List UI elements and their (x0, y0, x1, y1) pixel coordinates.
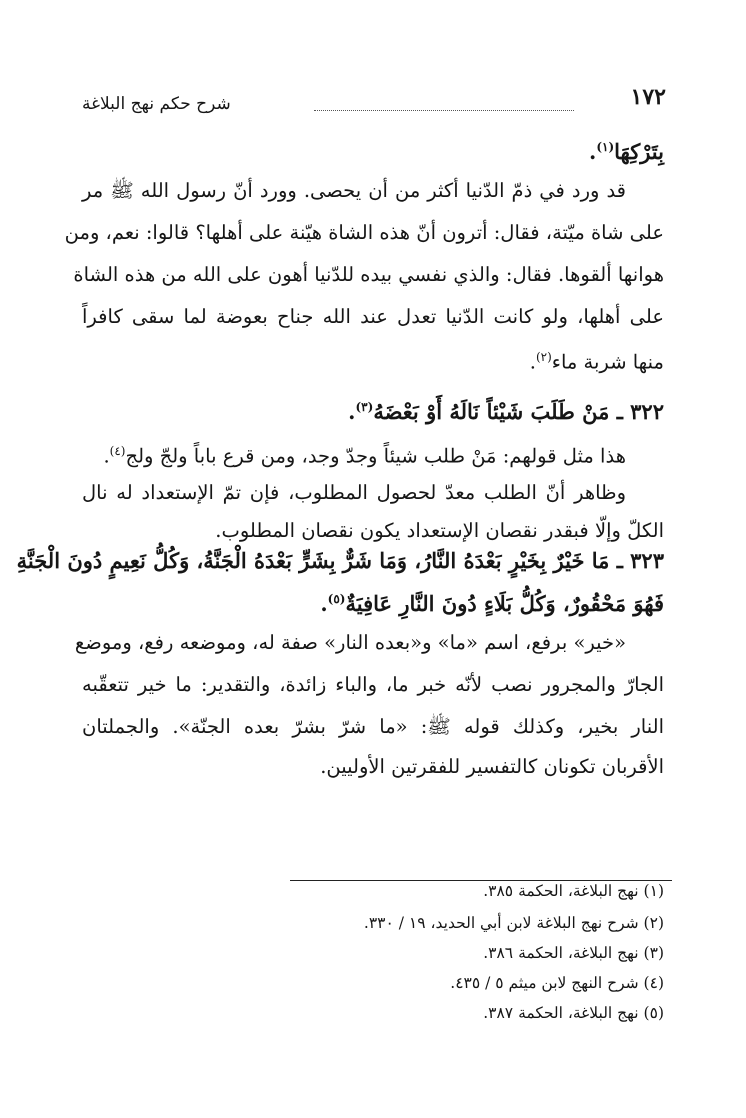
text-line-2: قد ورد في ذمّ الدّنيا أكثر من أن يحصى. وورد أنّ رسول الله ﷺ مر (82, 179, 626, 202)
text-line-10: الكلّ وإلّا فبقدر نقصان الإستعداد يكون نقصان المطلوب. (215, 519, 664, 542)
saying-heading-322: ٣٢٢ ـ مَنْ طَلَبَ شَيْئاً نَالَهُ أَوْ بَعْضَهُ$^{(٣)}$. (348, 399, 664, 424)
text-line-14: الجارّ والمجرور نصب لأنّه خبر ما، والباء زائدة، والتقدير: ما خير تتعقّبه (82, 673, 664, 696)
footnote-4: (٤) شرح النهج لابن ميثم ٥ / ٤٣٥. (450, 974, 664, 992)
text-line-15: النار بخير، وكذلك قوله ﷺ: «ما شرّ بشرّ بعده الجنّة». والجملتان (82, 715, 664, 738)
text-line-6: منها شربة ماء$^{(٢)}$. (529, 350, 664, 374)
footnote-5: (٥) نهج البلاغة، الحكمة ٣٨٧. (483, 1004, 664, 1022)
footnote-3: (٣) نهج البلاغة، الحكمة ٣٨٦. (483, 944, 664, 962)
text-line-9: وظاهر أنّ الطلب معدّ لحصول المطلوب، فإن تمّ الإستعداد له نال (82, 481, 626, 504)
text-line-1: بِتَرْكِهَا$^{(١)}$. (589, 139, 664, 164)
text-line-5: على أهلها، ولو كانت الدّنيا تعدل عند الله جناح بعوضة لما سقى كافراً (82, 305, 664, 328)
text-line-3: على شاة ميّتة، فقال: أترون أنّ هذه الشاة هيّنة على أهلها؟ قالوا: نعم، ومن (64, 221, 664, 244)
header-dotted-rule (314, 110, 574, 111)
text-line-13: «خير» برفع، اسم «ما» و«بعده النار» صفة له، وموضعه رفع، وموضع (74, 631, 626, 654)
text-line-16: الأقربان تكونان كالتفسير للفقرتين الأوليين. (320, 755, 664, 778)
text-line-4: هوانها ألقوها. فقال: والذي نفسي بيده للدّنيا أهون على الله من هذه الشاة (73, 263, 664, 286)
text-line-8: هذا مثل قولهم: مَنْ طلب شيئاً وجدّ وجد، ومن قرع باباً ولجّ ولج$^{(٤)}$. (103, 444, 626, 468)
page-number: ١٧٢ (630, 84, 666, 110)
footnote-1: (١) نهج البلاغة، الحكمة ٣٨٥. (483, 882, 664, 900)
saying-heading-323-cont: فَهُوَ مَحْقُورٌ، وَكُلُّ بَلَاءٍ دُونَ النَّارِ عَافِيَةٌ$^{(٥)}$. (320, 591, 664, 616)
footnote-2: (٢) شرح نهج البلاغة لابن أبي الحديد، ١٩ / ٣٣٠. (363, 914, 664, 932)
running-title: شرح حكم نهج البلاغة (82, 94, 231, 114)
page-header (82, 84, 666, 118)
saying-heading-323: ٣٢٣ ـ مَا خَيْرٌ بِخَيْرٍ بَعْدَهُ النَّارُ، وَمَا شَرٌّ بِشَرٍّ بَعْدَهُ الْجَنَّةُ، وَكُلُّ نَعِيمٍ دُونَ الْجَنَّةِ (16, 548, 664, 573)
